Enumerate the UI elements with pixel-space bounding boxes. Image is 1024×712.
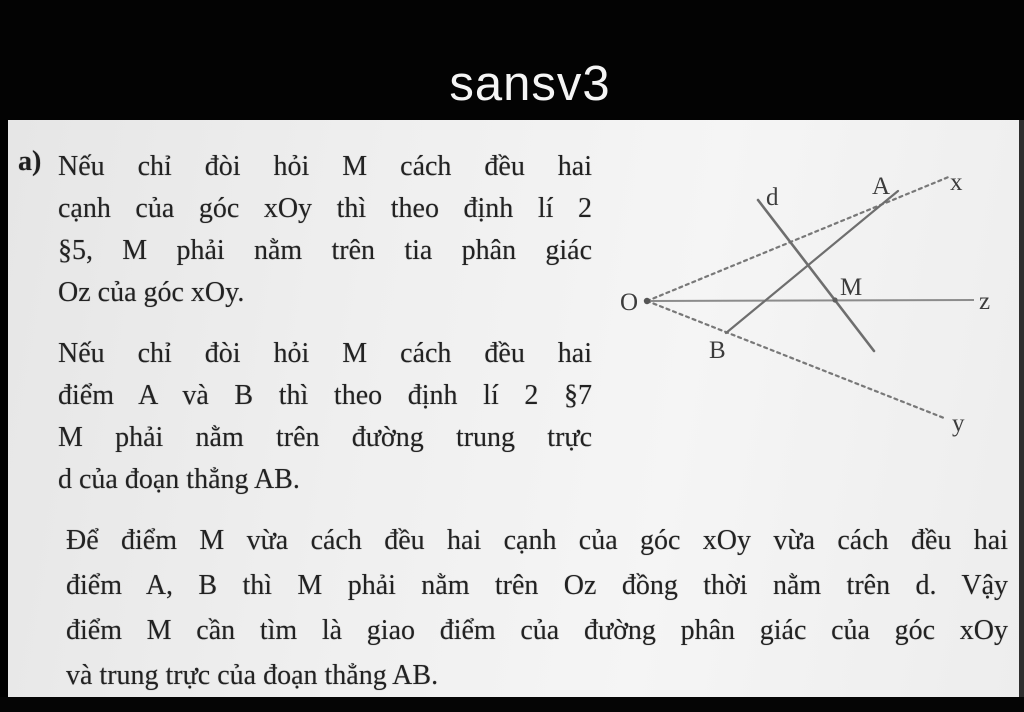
scan-edge-strip: [1019, 120, 1024, 697]
segment-ab-line: [726, 191, 898, 333]
ray-x-label: x: [950, 169, 963, 196]
page-title: sansv3: [449, 57, 611, 111]
paragraph-3-line-3: điểm M cần tìm là giao điểm của đường phân giác của góc xOy: [66, 615, 1008, 646]
paragraph-1: [58, 146, 592, 314]
ray-oz-line: [647, 300, 974, 301]
geometry-diagram: [618, 148, 1020, 442]
paragraph-3: [66, 518, 1008, 698]
ray-z-label: z: [979, 288, 991, 315]
paragraph-2-line-3: M phải nằm trên đường trung trực: [58, 422, 592, 453]
paragraph-2-line-4: d của đoạn thẳng AB.: [58, 464, 300, 495]
footer-bar: [0, 697, 1024, 712]
paragraph-1-line-1: Nếu chỉ đòi hỏi M cách đều hai: [58, 151, 592, 182]
ray-ox-line: [647, 176, 951, 301]
paragraph-2-line-1: Nếu chỉ đòi hỏi M cách đều hai: [58, 338, 592, 369]
paragraph-2-line-2: điểm A và B thì theo định lí 2 §7: [58, 380, 592, 411]
paragraph-1-line-4: Oz của góc xOy.: [58, 277, 245, 308]
point-o-label: O: [620, 289, 639, 316]
point-b-label: B: [709, 337, 726, 364]
paragraph-1-line-2: cạnh của góc xOy thì theo định lí 2: [58, 193, 592, 224]
point-m-dot: [832, 297, 837, 302]
paragraph-2: [58, 333, 592, 501]
line-d-label: d: [766, 184, 779, 211]
paragraph-3-line-1: Để điểm M vừa cách đều hai cạnh của góc xOy vừa cách đều hai: [66, 525, 1008, 556]
ray-oy-line: [647, 301, 944, 418]
point-m-label: M: [840, 274, 863, 301]
paragraph-1-line-3: §5, M phải nằm trên tia phân giác: [58, 235, 592, 266]
paragraph-3-line-4: và trung trực của đoạn thẳng AB.: [66, 660, 439, 691]
list-item-marker: a): [18, 146, 42, 177]
header-bar: [0, 0, 1024, 120]
paragraph-3-line-2: điểm A, B thì M phải nằm trên Oz đồng thời nằm trên d. Vậy: [66, 570, 1008, 601]
point-a-label: A: [872, 173, 891, 200]
ray-y-label: y: [952, 410, 965, 437]
point-o-dot: [644, 298, 650, 304]
document-page: [8, 120, 1019, 697]
